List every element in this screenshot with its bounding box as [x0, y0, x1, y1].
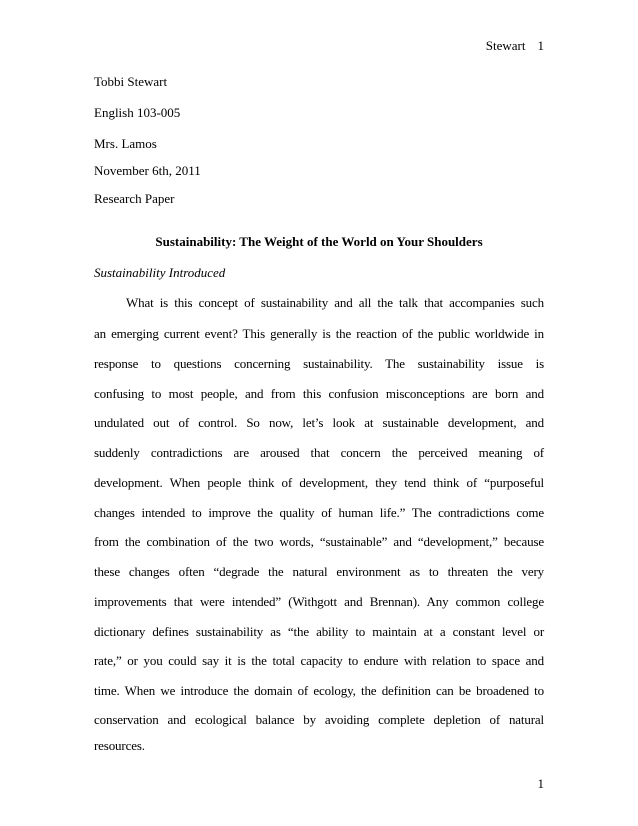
body-line: improvements that were intended” (Withgott and Brennan). Any common college [94, 594, 544, 609]
body-line: suddenly contradictions are aroused that concern the perceived meaning of [94, 445, 544, 460]
body-line: conservation and ecological balance by avoiding complete depletion of natural [94, 712, 544, 727]
assignment-type: Research Paper [94, 191, 175, 206]
body-line: changes intended to improve the quality of human life.” The contradictions come [94, 505, 544, 520]
instructor-name: Mrs. Lamos [94, 136, 157, 151]
running-header [486, 38, 544, 54]
body-line: rate,” or you could say it is the total capacity to endure with relation to space and [94, 653, 544, 668]
header-author: Stewart [485, 38, 526, 53]
body-line: undulated out of control. So now, let’s look at sustainable development, and [94, 415, 544, 430]
author-name: Tobbi Stewart [94, 74, 168, 89]
paper-title: Sustainability: The Weight of the World on Your Shoulders [155, 234, 483, 249]
body-line: confusing to most people, and from this confusion misconceptions are born and [94, 386, 544, 401]
course-name: English 103-005 [94, 105, 181, 120]
body-line: these changes often “degrade the natural environment as to threaten the very [94, 564, 544, 579]
body-line: dictionary defines sustainability as “the ability to maintain at a constant level or [94, 624, 544, 639]
body-line: response to questions concerning sustainability. The sustainability issue is [94, 356, 544, 371]
body-line: development. When people think of development, they tend think of “purposeful [94, 475, 544, 490]
section-heading: Sustainability Introduced [94, 265, 226, 280]
body-line: an emerging current event? This generally is the reaction of the public worldwide in [94, 326, 544, 341]
body-line: resources. [94, 738, 145, 753]
header-page-number: 1 [537, 38, 544, 53]
body-line: What is this concept of sustainability and all the talk that accompanies such [126, 295, 544, 310]
body-line: from the combination of the two words, “sustainable” and “development,” because [94, 534, 544, 549]
body-line: time. When we introduce the domain of ecology, the definition can be broadened to [94, 683, 544, 698]
footer-page-number: 1 [537, 776, 544, 791]
document-date: November 6th, 2011 [94, 163, 201, 178]
